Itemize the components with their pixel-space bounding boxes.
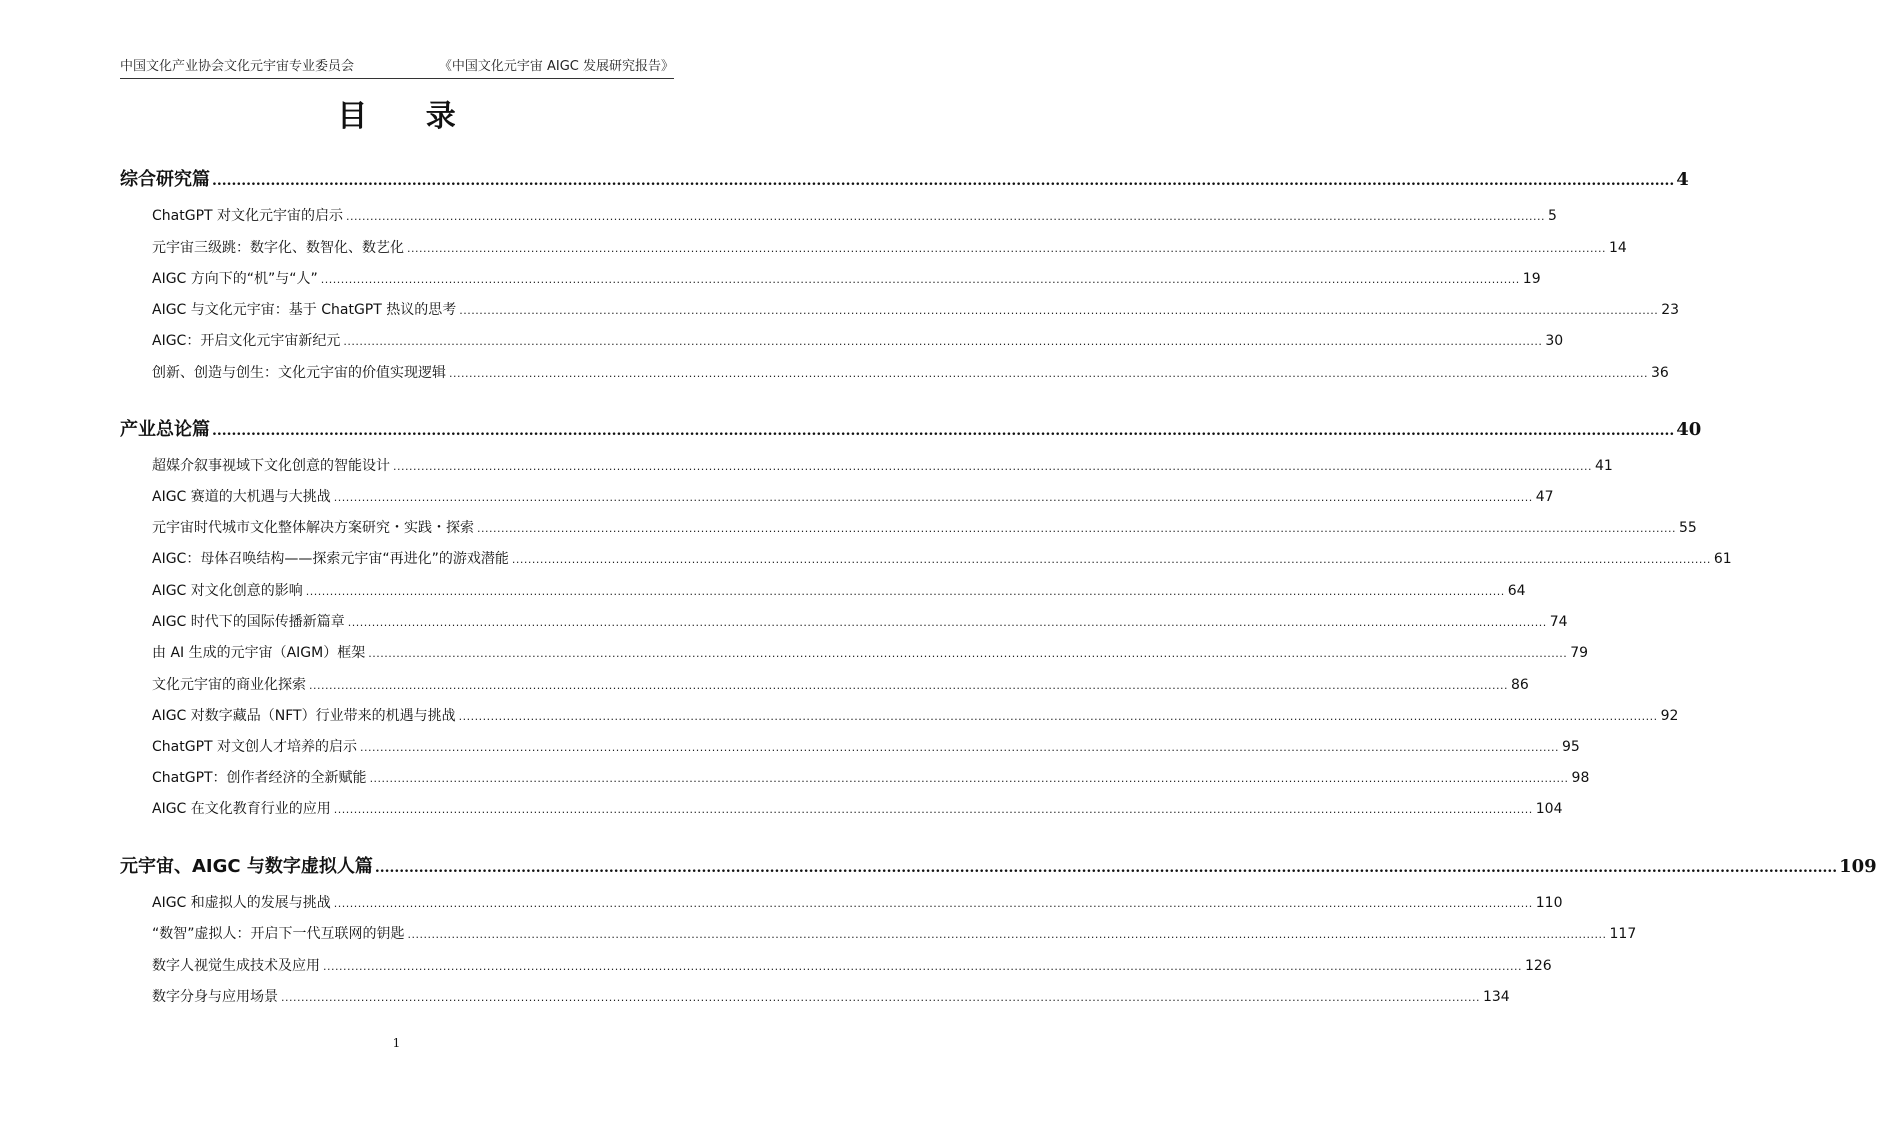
toc-title: 目 录 — [337, 99, 480, 134]
entry-page: 47 — [1535, 489, 1554, 505]
entry-title: AIGC：母体召唤结构——探索元宇宙“再进化”的游戏潜能 — [152, 551, 509, 567]
dot-leader: ............................................................................................................................................................................................................................................................................................................ — [320, 273, 1520, 286]
entry-title: 创新、创造与创生：文化元宇宙的价值实现逻辑 — [152, 365, 446, 381]
dot-leader: ............................................................................................................................................................................................................................................................................................................ — [407, 242, 1606, 255]
dot-leader: ............................................................................................................................................................................................................................................................................................................ — [212, 173, 1675, 189]
entry-page: 79 — [1570, 645, 1589, 661]
toc-entry[interactable] — [152, 581, 1526, 602]
toc-section[interactable] — [120, 855, 1877, 880]
toc-entry[interactable] — [152, 987, 1510, 1008]
entry-page: 74 — [1549, 614, 1568, 630]
toc-entry[interactable] — [152, 363, 1669, 384]
dot-leader: ............................................................................................................................................................................................................................................................................................................ — [368, 647, 1568, 660]
entry-page: 41 — [1594, 458, 1613, 474]
entry-title: AIGC 对文化创意的影响 — [152, 583, 303, 599]
entry-page: 5 — [1548, 208, 1557, 224]
entry-title: AIGC 与文化元宇宙：基于 ChatGPT 热议的思考 — [152, 302, 457, 318]
toc-entry[interactable] — [152, 518, 1697, 539]
toc-entry[interactable] — [152, 549, 1732, 570]
dot-leader: ............................................................................................................................................................................................................................................................................................................ — [305, 585, 1505, 598]
toc-section[interactable] — [120, 168, 1689, 193]
toc-entry[interactable] — [152, 487, 1554, 508]
dot-leader: ............................................................................................................................................................................................................................................................................................................ — [459, 304, 1659, 317]
entry-title: ChatGPT 对文创人才培养的启示 — [152, 739, 358, 755]
toc-entry[interactable] — [152, 737, 1580, 758]
entry-page: 55 — [1678, 520, 1697, 536]
entry-page: 14 — [1608, 240, 1627, 256]
dot-leader: ............................................................................................................................................................................................................................................................................................................ — [346, 210, 1545, 223]
toc-entry[interactable] — [152, 269, 1541, 290]
entry-title: AIGC 对数字藏品（NFT）行业带来的机遇与挑战 — [152, 708, 456, 724]
entry-page: 23 — [1661, 302, 1680, 318]
dot-leader: ............................................................................................................................................................................................................................................................................................................ — [369, 772, 1569, 785]
header-organization: 中国文化产业协会文化元宇宙专业委员会 — [120, 59, 355, 74]
section-title: 元宇宙、AIGC 与数字虚拟人篇 — [120, 856, 373, 877]
toc-entry[interactable] — [152, 706, 1679, 727]
entry-title: AIGC：开启文化元宇宙新纪元 — [152, 333, 341, 349]
entry-title: 数字人视觉生成技术及应用 — [152, 958, 320, 974]
dot-leader: ............................................................................................................................................................................................................................................................................................................ — [347, 616, 1547, 629]
dot-leader: ............................................................................................................................................................................................................................................................................................................ — [343, 335, 1543, 348]
entry-page: 19 — [1522, 271, 1541, 287]
dot-leader: ............................................................................................................................................................................................................................................................................................................ — [333, 803, 1533, 816]
entry-title: 文化元宇宙的商业化探索 — [152, 677, 306, 693]
entry-title: AIGC 在文化教育行业的应用 — [152, 801, 331, 817]
entry-title: AIGC 赛道的大机遇与大挑战 — [152, 489, 331, 505]
entry-title: 数字分身与应用场景 — [152, 989, 278, 1005]
dot-leader: ............................................................................................................................................................................................................................................................................................................ — [374, 860, 1838, 876]
entry-title: AIGC 方向下的“机”与“人” — [152, 271, 318, 287]
entry-page: 64 — [1507, 583, 1526, 599]
dot-leader: ............................................................................................................................................................................................................................................................................................................ — [333, 897, 1533, 910]
dot-leader: ............................................................................................................................................................................................................................................................................................................ — [449, 367, 1648, 380]
entry-title: 超媒介叙事视域下文化创意的智能设计 — [152, 458, 390, 474]
section-page: 4 — [1676, 169, 1689, 190]
toc-entry[interactable] — [152, 643, 1589, 664]
entry-page: 61 — [1713, 551, 1732, 567]
entry-page: 134 — [1482, 989, 1510, 1005]
dot-leader: ............................................................................................................................................................................................................................................................................................................ — [212, 423, 1675, 439]
section-title: 综合研究篇 — [120, 169, 210, 190]
toc-entry[interactable] — [152, 331, 1564, 352]
entry-page: 92 — [1660, 708, 1679, 724]
dot-leader: ............................................................................................................................................................................................................................................................................................................ — [407, 928, 1607, 941]
entry-title: ChatGPT：创作者经济的全新赋能 — [152, 770, 367, 786]
dot-leader: ............................................................................................................................................................................................................................................................................................................ — [309, 679, 1508, 692]
entry-page: 86 — [1510, 677, 1529, 693]
dot-leader: ............................................................................................................................................................................................................................................................................................................ — [360, 741, 1559, 754]
toc-entry[interactable] — [152, 893, 1563, 914]
entry-page: 36 — [1650, 365, 1669, 381]
dot-leader: ............................................................................................................................................................................................................................................................................................................ — [477, 522, 1676, 535]
page-header — [120, 58, 674, 79]
entry-page: 98 — [1571, 770, 1590, 786]
toc-section[interactable] — [120, 418, 1702, 443]
section-page: 40 — [1676, 419, 1702, 440]
toc-entry[interactable] — [152, 675, 1529, 696]
entry-title: AIGC 和虚拟人的发展与挑战 — [152, 895, 331, 911]
entry-page: 104 — [1535, 801, 1563, 817]
entry-title: 元宇宙三级跳：数字化、数智化、数艺化 — [152, 240, 404, 256]
dot-leader: ............................................................................................................................................................................................................................................................................................................ — [511, 553, 1711, 566]
entry-page: 30 — [1545, 333, 1564, 349]
section-title: 产业总论篇 — [120, 419, 210, 440]
toc-entry[interactable] — [152, 799, 1563, 820]
header-report-title: 《中国文化元宇宙 AIGC 发展研究报告》 — [438, 59, 674, 74]
toc-entry[interactable] — [152, 768, 1590, 789]
entry-title: ChatGPT 对文化元宇宙的启示 — [152, 208, 344, 224]
entry-page: 95 — [1562, 739, 1580, 755]
dot-leader: ............................................................................................................................................................................................................................................................................................................ — [333, 491, 1533, 504]
entry-page: 126 — [1524, 958, 1552, 974]
entry-page: 110 — [1535, 895, 1563, 911]
toc-entry[interactable] — [152, 206, 1557, 227]
toc-entry[interactable] — [152, 300, 1680, 321]
section-page: 109 — [1839, 856, 1877, 877]
toc-entry[interactable] — [152, 956, 1552, 977]
page-number: 1 — [392, 1036, 401, 1050]
dot-leader: ............................................................................................................................................................................................................................................................................................................ — [393, 460, 1592, 473]
entry-title: 由 AI 生成的元宇宙（AIGM）框架 — [152, 645, 366, 661]
entry-title: AIGC 时代下的国际传播新篇章 — [152, 614, 345, 630]
dot-leader: ............................................................................................................................................................................................................................................................................................................ — [281, 991, 1480, 1004]
toc-entry[interactable] — [152, 924, 1637, 945]
toc-entry[interactable] — [152, 612, 1568, 633]
dot-leader: ............................................................................................................................................................................................................................................................................................................ — [458, 710, 1658, 723]
entry-page: 117 — [1609, 926, 1637, 942]
toc-entry[interactable] — [152, 456, 1613, 477]
toc-entry[interactable] — [152, 238, 1627, 259]
entry-title: 元宇宙时代城市文化整体解决方案研究・实践・探索 — [152, 520, 474, 536]
dot-leader: ............................................................................................................................................................................................................................................................................................................ — [323, 960, 1522, 973]
entry-title: “数智”虚拟人：开启下一代互联网的钥匙 — [152, 926, 405, 942]
